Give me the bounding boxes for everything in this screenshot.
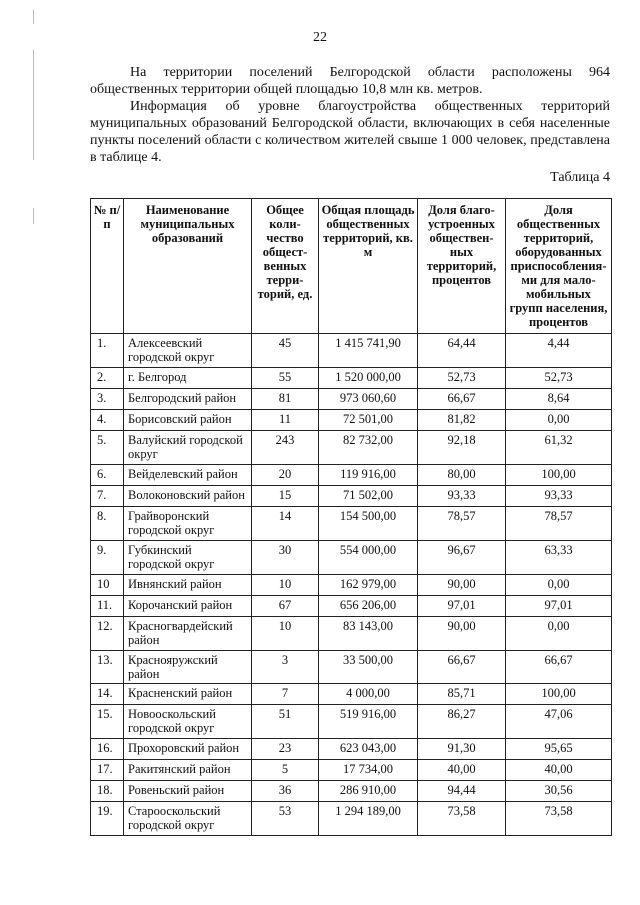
row-name: Алексеевский городской округ [124,334,252,368]
row-name: Краснояружский район [124,651,252,684]
row-count: 55 [252,368,319,389]
row-access: 100,00 [506,465,612,486]
row-number: 8. [91,507,124,541]
row-name: Красненский район [124,684,252,705]
row-access: 8,64 [506,389,612,410]
row-share: 97,01 [418,596,506,617]
row-number: 4. [91,410,124,431]
scan-mark [33,50,34,160]
header-number: № п/п [91,199,124,334]
row-share: 81,82 [418,410,506,431]
row-area: 82 732,00 [319,431,418,465]
row-name: Губкинский городской округ [124,541,252,575]
row-number: 16. [91,739,124,760]
row-access: 78,57 [506,507,612,541]
table-row [91,617,612,651]
row-access: 47,06 [506,705,612,739]
row-share: 91,30 [418,739,506,760]
row-share: 86,27 [418,705,506,739]
row-count: 14 [252,507,319,541]
row-name: Старооскольский городской округ [124,802,252,836]
table-label: Таблица 4 [550,170,610,185]
row-count: 67 [252,596,319,617]
row-access: 73,58 [506,802,612,836]
row-share: 66,67 [418,651,506,684]
row-number: 9. [91,541,124,575]
row-count: 3 [252,651,319,684]
row-number: 18. [91,781,124,802]
row-share: 93,33 [418,486,506,507]
row-name: Красногвардейский район [124,617,252,651]
row-access: 0,00 [506,575,612,596]
row-number: 7. [91,486,124,507]
table-row [91,684,612,705]
row-name: Ровеньский район [124,781,252,802]
row-area: 1 294 189,00 [319,802,418,836]
row-access: 93,33 [506,486,612,507]
paragraph-1: На территории поселений Белгородской области расположены 964 общественных территории общей площадью 10,8 млн кв. метров. [90,65,610,97]
row-access: 30,56 [506,781,612,802]
row-name: Прохоровский район [124,739,252,760]
header-count: Общее коли-чество общест-венных терри-торий, ед. [252,199,319,334]
scan-mark [33,10,34,24]
row-share: 66,67 [418,389,506,410]
data-table [90,198,612,836]
table-row [91,802,612,836]
table-row [91,651,612,684]
row-number: 15. [91,705,124,739]
table-header-row [91,199,612,334]
row-number: 19. [91,802,124,836]
row-name: г. Белгород [124,368,252,389]
row-area: 119 916,00 [319,465,418,486]
table-row [91,705,612,739]
table-row [91,486,612,507]
row-access: 66,67 [506,651,612,684]
row-access: 95,65 [506,739,612,760]
row-number: 12. [91,617,124,651]
row-share: 73,58 [418,802,506,836]
row-count: 10 [252,617,319,651]
row-count: 11 [252,410,319,431]
row-name: Белгородский район [124,389,252,410]
row-access: 52,73 [506,368,612,389]
row-access: 40,00 [506,760,612,781]
row-share: 85,71 [418,684,506,705]
row-number: 13. [91,651,124,684]
row-area: 4 000,00 [319,684,418,705]
row-share: 90,00 [418,575,506,596]
row-area: 72 501,00 [319,410,418,431]
row-share: 94,44 [418,781,506,802]
row-area: 519 916,00 [319,705,418,739]
row-count: 36 [252,781,319,802]
row-share: 52,73 [418,368,506,389]
row-area: 33 500,00 [319,651,418,684]
row-name: Корочанский район [124,596,252,617]
row-share: 78,57 [418,507,506,541]
row-access: 0,00 [506,617,612,651]
row-area: 162 979,00 [319,575,418,596]
row-access: 63,33 [506,541,612,575]
row-count: 15 [252,486,319,507]
row-share: 96,67 [418,541,506,575]
row-name: Ракитянский район [124,760,252,781]
row-area: 656 206,00 [319,596,418,617]
row-number: 17. [91,760,124,781]
table-row [91,760,612,781]
row-number: 3. [91,389,124,410]
table-row [91,541,612,575]
row-share: 40,00 [418,760,506,781]
row-count: 5 [252,760,319,781]
row-count: 51 [252,705,319,739]
paragraph-2: Информация об уровне благоустройства общественных территорий муниципальных образований Белгородской области, включающих в себя населенные пункты поселений области с количеством жителей свыше 1 000 человек, представлена в таблице 4. [90,99,610,165]
table-row [91,781,612,802]
row-count: 53 [252,802,319,836]
header-area: Общая площадь общественных территорий, кв. м [319,199,418,334]
scan-mark [33,208,34,224]
row-number: 11. [91,596,124,617]
row-area: 286 910,00 [319,781,418,802]
table-row [91,507,612,541]
row-count: 81 [252,389,319,410]
row-count: 45 [252,334,319,368]
row-access: 100,00 [506,684,612,705]
row-number: 1. [91,334,124,368]
row-name: Грайворонский городской округ [124,507,252,541]
row-number: 2. [91,368,124,389]
row-name: Вейделевский район [124,465,252,486]
table-row [91,596,612,617]
row-count: 30 [252,541,319,575]
row-share: 92,18 [418,431,506,465]
row-name: Валуйский городской округ [124,431,252,465]
row-area: 623 043,00 [319,739,418,760]
row-number: 10 [91,575,124,596]
table-row [91,739,612,760]
row-count: 243 [252,431,319,465]
row-area: 554 000,00 [319,541,418,575]
row-area: 71 502,00 [319,486,418,507]
row-count: 20 [252,465,319,486]
table-row [91,575,612,596]
row-count: 7 [252,684,319,705]
row-name: Волоконовский район [124,486,252,507]
table-row [91,465,612,486]
table-row [91,389,612,410]
row-name: Новооскольский городской округ [124,705,252,739]
row-access: 97,01 [506,596,612,617]
row-area: 17 734,00 [319,760,418,781]
row-area: 1 520 000,00 [319,368,418,389]
row-access: 4,44 [506,334,612,368]
table-row [91,431,612,465]
header-share: Доля благо-устроенных обществен-ных территорий, процентов [418,199,506,334]
header-name: Наименование муниципальных образований [124,199,252,334]
row-name: Борисовский район [124,410,252,431]
row-area: 1 415 741,90 [319,334,418,368]
table-row [91,368,612,389]
row-number: 6. [91,465,124,486]
row-share: 90,00 [418,617,506,651]
row-number: 5. [91,431,124,465]
page-number: 22 [313,30,327,45]
header-access: Доля общественных территорий, оборудованных приспособления-ми для мало-мобильных групп населения, процентов [506,199,612,334]
row-name: Ивнянский район [124,575,252,596]
row-area: 973 060,60 [319,389,418,410]
row-count: 23 [252,739,319,760]
row-count: 10 [252,575,319,596]
row-number: 14. [91,684,124,705]
row-access: 61,32 [506,431,612,465]
table-row [91,410,612,431]
row-access: 0,00 [506,410,612,431]
table-row [91,334,612,368]
row-area: 83 143,00 [319,617,418,651]
row-area: 154 500,00 [319,507,418,541]
row-share: 64,44 [418,334,506,368]
row-share: 80,00 [418,465,506,486]
